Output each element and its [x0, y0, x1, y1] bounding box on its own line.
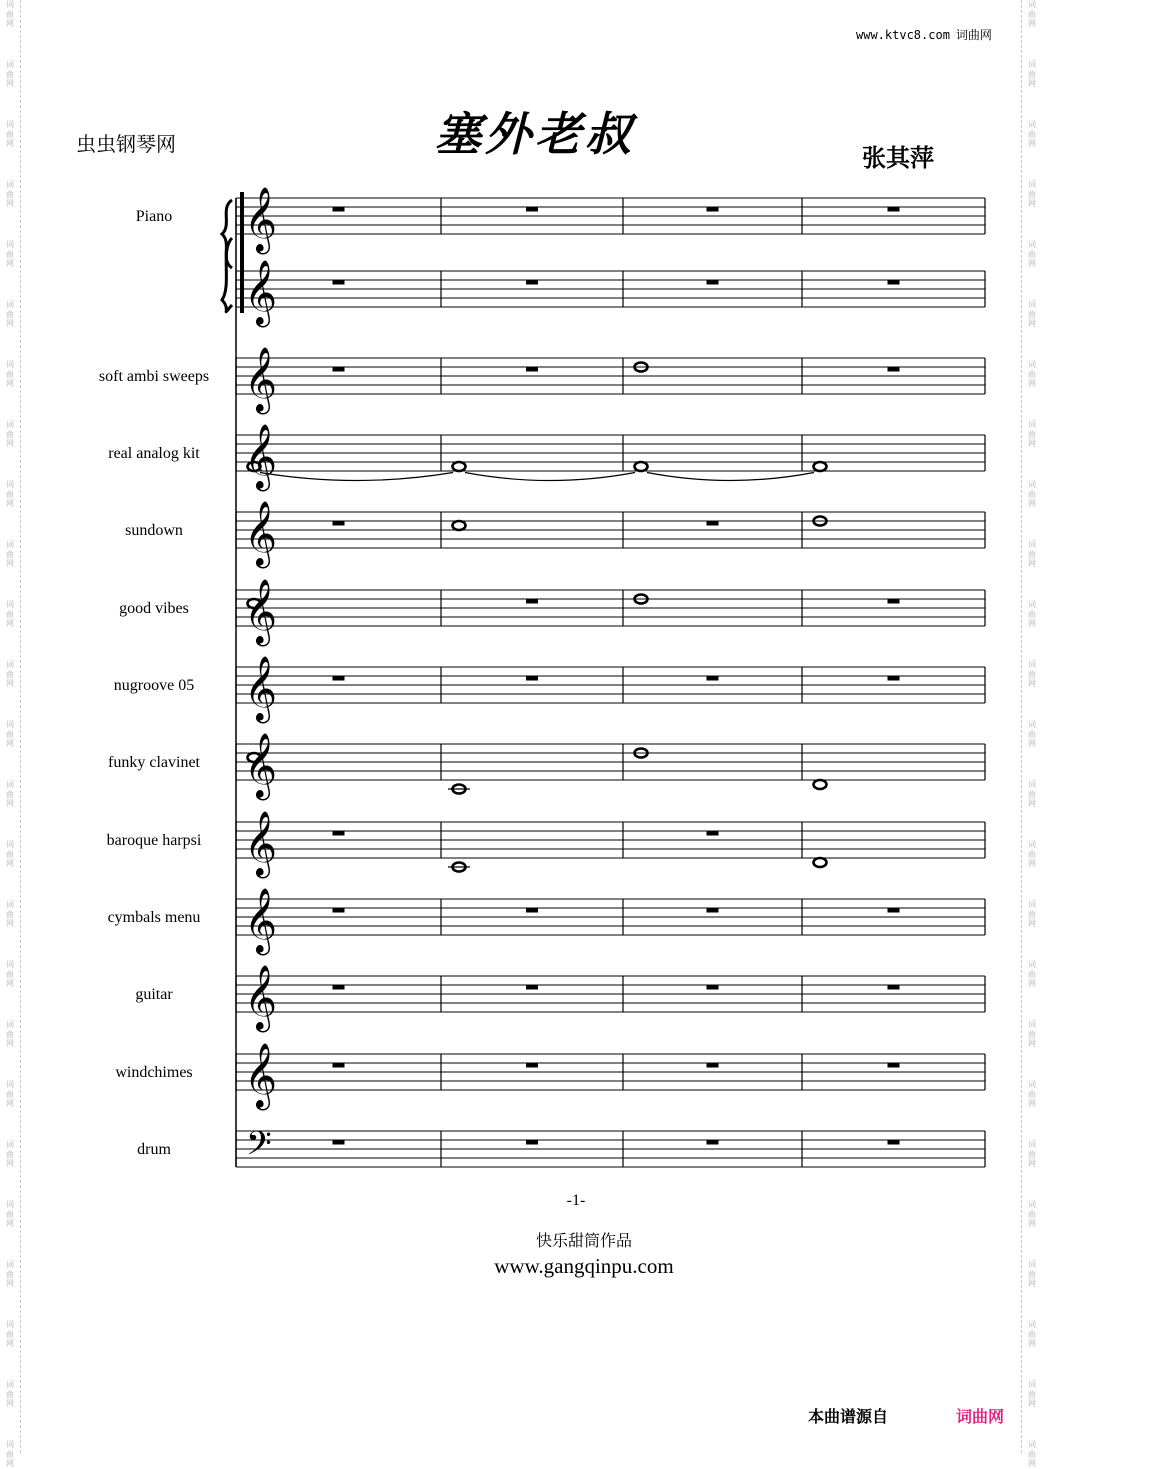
whole-rest — [707, 1063, 719, 1068]
whole-note — [635, 462, 648, 471]
margin-watermark-mark: 词 曲 网 — [6, 1020, 14, 1048]
instrument-label: Piano — [135, 208, 173, 225]
margin-watermark-mark: 词 曲 网 — [1028, 600, 1036, 628]
margin-watermark-mark: 词 曲 网 — [6, 1440, 14, 1468]
whole-rest — [707, 1140, 719, 1145]
margin-watermark-mark: 词 曲 网 — [6, 960, 14, 988]
margin-watermark-mark: 词 曲 网 — [6, 120, 14, 148]
whole-rest — [333, 908, 345, 913]
whole-rest — [707, 280, 719, 285]
whole-rest — [707, 985, 719, 990]
whole-rest — [333, 985, 345, 990]
margin-watermark-mark: 词 曲 网 — [1028, 420, 1036, 448]
margin-watermark-mark: 词 曲 网 — [6, 240, 14, 268]
whole-rest — [707, 521, 719, 526]
tie — [260, 473, 453, 481]
margin-watermark-mark: 词 曲 网 — [1028, 0, 1036, 28]
instrument-label: funky clavinet — [108, 754, 200, 771]
margin-watermark-mark: 词 曲 网 — [6, 900, 14, 928]
margin-watermark-mark: 词 曲 网 — [1028, 540, 1036, 568]
margin-watermark-mark: 词 曲 网 — [6, 180, 14, 208]
treble-clef-icon: 𝄞 — [244, 888, 278, 953]
margin-watermark-mark: 词 曲 网 — [6, 1140, 14, 1168]
margin-watermark-mark: 词 曲 网 — [1028, 300, 1036, 328]
whole-note — [453, 521, 466, 530]
margin-watermark-mark: 词 曲 网 — [6, 1200, 14, 1228]
whole-rest — [888, 676, 900, 681]
whole-rest — [888, 908, 900, 913]
brace-lower — [222, 238, 232, 312]
page-number: -1- — [566, 1192, 586, 1209]
composer: 张其萍 — [862, 144, 934, 172]
margin-watermark-mark: 词 曲 网 — [1028, 960, 1036, 988]
treble-clef-icon: 𝄞 — [244, 187, 278, 252]
margin-watermark-mark: 词 曲 网 — [1028, 1080, 1036, 1108]
instrument-label: cymbals menu — [107, 909, 201, 926]
treble-clef-icon: 𝄞 — [244, 347, 278, 412]
margin-watermark-mark: 词 曲 网 — [6, 1080, 14, 1108]
instrument-label: guitar — [135, 986, 173, 1003]
whole-rest — [333, 1063, 345, 1068]
instrument-label: nugroove 05 — [113, 677, 195, 694]
whole-rest — [526, 985, 538, 990]
source-site: 虫虫钢琴网 — [76, 132, 176, 156]
margin-watermark-mark: 词 曲 网 — [6, 1260, 14, 1288]
instrument-label: windchimes — [115, 1064, 193, 1081]
margin-watermark-mark: 词 曲 网 — [1028, 240, 1036, 268]
margin-watermark-mark: 词 曲 网 — [1028, 60, 1036, 88]
whole-rest — [526, 676, 538, 681]
whole-rest — [707, 908, 719, 913]
footer-url[interactable]: www.gangqinpu.com — [494, 1254, 674, 1278]
margin-watermark-mark: 词 曲 网 — [1028, 1260, 1036, 1288]
whole-rest — [333, 831, 345, 836]
whole-rest — [526, 599, 538, 604]
treble-clef-icon: 𝄞 — [244, 579, 278, 644]
whole-rest — [707, 676, 719, 681]
whole-rest — [333, 207, 345, 212]
whole-rest — [888, 280, 900, 285]
whole-rest — [526, 1063, 538, 1068]
whole-rest — [888, 367, 900, 372]
margin-watermark-mark: 词 曲 网 — [6, 720, 14, 748]
whole-note — [814, 858, 827, 867]
margin-watermark-mark: 词 曲 网 — [1028, 360, 1036, 388]
tie — [647, 473, 814, 481]
site-name: 词曲网 — [955, 28, 992, 42]
margin-watermark-mark: 词 曲 网 — [6, 1320, 14, 1348]
bottom-source-label: 本曲谱源自 — [808, 1407, 889, 1426]
margin-watermark-mark: 词 曲 网 — [1028, 180, 1036, 208]
whole-note — [453, 462, 466, 471]
margin-watermark-mark: 词 曲 网 — [6, 540, 14, 568]
whole-note — [814, 462, 827, 471]
margin-watermark-mark: 词 曲 网 — [1028, 1140, 1036, 1168]
site-url-text[interactable]: www.ktvc8.com — [856, 28, 950, 42]
whole-rest — [526, 908, 538, 913]
margin-watermark-mark: 词 曲 网 — [1028, 120, 1036, 148]
whole-rest — [888, 1140, 900, 1145]
margin-watermark-mark: 词 曲 网 — [1028, 900, 1036, 928]
whole-rest — [333, 1140, 345, 1145]
whole-rest — [526, 367, 538, 372]
treble-clef-icon: 𝄞 — [244, 656, 278, 721]
margin-watermark-mark: 词 曲 网 — [6, 60, 14, 88]
treble-clef-icon: 𝄞 — [244, 424, 278, 489]
whole-rest — [707, 831, 719, 836]
margin-watermark-mark: 词 曲 网 — [1028, 1380, 1036, 1408]
instrument-label: drum — [137, 1141, 171, 1158]
instrument-label: soft ambi sweeps — [98, 368, 210, 385]
whole-rest — [888, 1063, 900, 1068]
margin-watermark-mark: 词 曲 网 — [1028, 480, 1036, 508]
margin-watermark-mark: 词 曲 网 — [6, 420, 14, 448]
margin-watermark-mark: 词 曲 网 — [6, 780, 14, 808]
margin-watermark-mark: 词 曲 网 — [1028, 660, 1036, 688]
margin-watermark-mark: 词 曲 网 — [1028, 1020, 1036, 1048]
margin-watermark-mark: 词 曲 网 — [6, 600, 14, 628]
whole-rest — [333, 676, 345, 681]
instrument-label: real analog kit — [108, 445, 200, 462]
treble-clef-icon: 𝄞 — [244, 733, 278, 798]
bass-clef-icon: 𝄢 — [246, 1125, 272, 1171]
margin-watermark-mark: 词 曲 网 — [1028, 1200, 1036, 1228]
treble-clef-icon: 𝄞 — [244, 1043, 278, 1108]
whole-rest — [526, 207, 538, 212]
footer-credit: 快乐甜筒作品 — [535, 1231, 632, 1250]
whole-rest — [888, 985, 900, 990]
whole-rest — [333, 521, 345, 526]
bottom-source-logo[interactable]: 词曲网 — [956, 1407, 1005, 1426]
margin-watermark-mark: 词 曲 网 — [6, 360, 14, 388]
whole-rest — [888, 207, 900, 212]
treble-clef-icon: 𝄞 — [244, 501, 278, 566]
margin-watermark-mark: 词 曲 网 — [6, 480, 14, 508]
instrument-label: baroque harpsi — [106, 832, 202, 849]
margin-watermark-mark: 词 曲 网 — [6, 660, 14, 688]
instrument-label: good vibes — [119, 600, 189, 617]
margin-watermark-mark: 词 曲 网 — [6, 300, 14, 328]
whole-rest — [333, 280, 345, 285]
whole-rest — [333, 367, 345, 372]
instrument-label: sundown — [125, 522, 183, 539]
treble-clef-icon: 𝄞 — [244, 965, 278, 1030]
margin-watermark-mark: 词 曲 网 — [1028, 840, 1036, 868]
margin-watermark-mark: 词 曲 网 — [1028, 1320, 1036, 1348]
whole-rest — [526, 1140, 538, 1145]
whole-rest — [707, 207, 719, 212]
margin-watermark-mark: 词 曲 网 — [1028, 780, 1036, 808]
margin-watermark-mark: 词 曲 网 — [6, 840, 14, 868]
margin-watermark-mark: 词 曲 网 — [6, 1380, 14, 1408]
page-title: 塞外老叔 — [435, 107, 635, 161]
whole-rest — [888, 599, 900, 604]
margin-watermark-mark: 词 曲 网 — [1028, 1440, 1036, 1468]
treble-clef-icon: 𝄞 — [244, 260, 278, 325]
margin-watermark-mark: 词 曲 网 — [6, 0, 14, 28]
margin-watermark-mark: 词 曲 网 — [1028, 720, 1036, 748]
whole-rest — [526, 280, 538, 285]
tie — [465, 473, 635, 481]
whole-note — [814, 780, 827, 789]
treble-clef-icon: 𝄞 — [244, 811, 278, 876]
